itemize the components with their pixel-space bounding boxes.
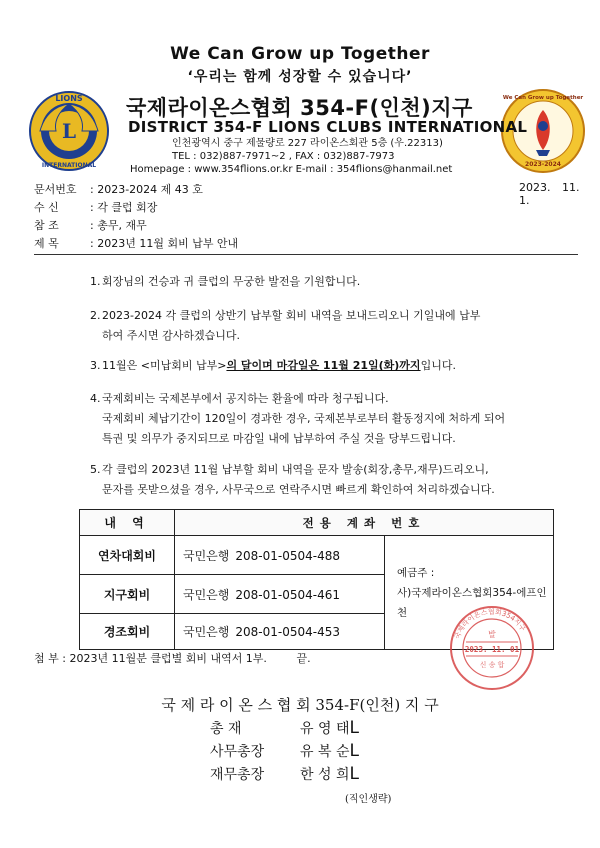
doc-number-value: : 2023-2024 제 43 호 (90, 183, 203, 196)
signer-3-title: 재무총장 (210, 767, 265, 783)
svg-text:L: L (61, 119, 77, 143)
signer-2-title: 사무총장 (210, 744, 265, 760)
account-holder: 예금주 : 사)국제라이온스협회354-에프인천 (385, 536, 554, 650)
paragraph-2: 2. 2023-2024 각 클럽의 상반기 납부할 회비 내역을 보내드리오니 기일내에 납부 하여 주시면 감사하겠습니다. (90, 309, 481, 342)
doc-number-label: 문서번호 (34, 183, 77, 196)
table-header-row (80, 510, 554, 536)
svg-text:국제라이온스협회354지구: 국제라이온스협회354지구 (453, 607, 527, 641)
subject (34, 235, 238, 251)
header-account: 전용 계좌 번호 (175, 510, 554, 536)
paragraph-4: 4. 국제회비는 국제본부에서 공지하는 환율에 따라 청구됩니다. 국제회비 체납기간이 120일이 경과한 경우, 국제본부로부터 활동정지에 처하게 되어 특권 및 의무가 중지되므로 마감일 내에 납부하여 주실 것을 당부드립니다. (90, 392, 506, 445)
doc-number (34, 181, 203, 197)
row-type: 지구회비 (80, 575, 175, 614)
signer-3-name: 한 성 희L (300, 764, 359, 784)
subject-value: : 2023년 11월 회비 납부 안내 (90, 237, 239, 250)
attachment-end: 끝. (296, 652, 311, 665)
svg-text:2023. 11. 01: 2023. 11. 01 (464, 645, 520, 654)
table-row (80, 536, 554, 575)
signer-1-title: 총 재 (210, 721, 242, 737)
signature-org: 국 제 라 이 온 스 협 회 354-F(인천) 지 구 (161, 696, 439, 714)
recipient-value: : 각 클럽 회장 (90, 201, 158, 214)
address: 인천광역시 중구 제물량로 227 라이온스회관 5층 (우.22313) (172, 138, 443, 149)
signer-2-name: 유 복 순L (300, 741, 359, 761)
lions-logo (28, 90, 110, 172)
doc-date: 2023. 11. 1. (519, 181, 580, 207)
svg-text:INTERNATIONAL: INTERNATIONAL (41, 162, 97, 169)
svg-text:2023-2024: 2023-2024 (525, 161, 561, 168)
svg-text:We Can Grow up Together: We Can Grow up Together (502, 95, 584, 101)
recipient-label: 수 신 (34, 201, 59, 214)
reference-value: : 총무, 재무 (90, 219, 147, 232)
divider (34, 254, 578, 255)
attachment-label: 첨 부 : (34, 652, 66, 665)
row-account: 국민은행 208-01-0504-453 (175, 614, 385, 650)
paragraph-3: 3. 11월은 <미납회비 납부>의 달이며 마감일은 11월 21일(화)까지입니다. (90, 359, 456, 372)
attachment (34, 650, 311, 666)
official-stamp (448, 604, 536, 692)
reference-label: 참 조 (34, 219, 59, 232)
svg-text:발: 발 (488, 630, 496, 639)
seal-omitted-note: (직인생략) (345, 794, 392, 805)
subject-label: 제 목 (34, 237, 59, 250)
row-account: 국민은행 208-01-0504-461 (175, 575, 385, 614)
row-type: 경조회비 (80, 614, 175, 650)
svg-text:신 송 합: 신 송 합 (479, 661, 505, 669)
attachment-text: 2023년 11월분 클럽별 회비 내역서 1부. (69, 652, 267, 665)
row-account: 국민은행 208-01-0504-488 (175, 536, 385, 575)
org-name-korean: 국제라이온스협회 354-F(인천)지구 (126, 96, 473, 120)
svg-text:LIONS: LIONS (55, 94, 83, 103)
reference (34, 217, 147, 233)
web-email: Homepage : www.354flions.or.kr E-mail : 354flions@hanmail.net (130, 164, 453, 175)
signer-1-name: 유 영 태L (300, 718, 359, 738)
slogan-english: We Can Grow up Together (170, 44, 430, 64)
slogan-korean: ‘우리는 함께 성장할 수 있습니다’ (187, 69, 413, 85)
org-name-english: DISTRICT 354-F LIONS CLUBS INTERNATIONAL (128, 118, 528, 136)
tel-fax: TEL : 032)887-7971~2 , FAX : 032)887-7973 (172, 151, 395, 162)
deadline-text: 의 달이며 마감일은 11월 21일(화)까지 (226, 359, 421, 372)
recipient (34, 199, 157, 215)
paragraph-1: 1. 회장님의 건승과 귀 클럽의 무궁한 발전을 기원합니다. (90, 275, 361, 288)
row-type: 연차대회비 (80, 536, 175, 575)
header-type: 내 역 (80, 510, 175, 536)
paragraph-5: 5. 각 클럽의 2023년 11월 납부할 회비 내역을 문자 발송(회장,총무,재무)드리오니, 문자를 못받으셨을 경우, 사무국으로 연락주시면 빠르게 확인하여 처리하겠습니다. (90, 463, 495, 496)
